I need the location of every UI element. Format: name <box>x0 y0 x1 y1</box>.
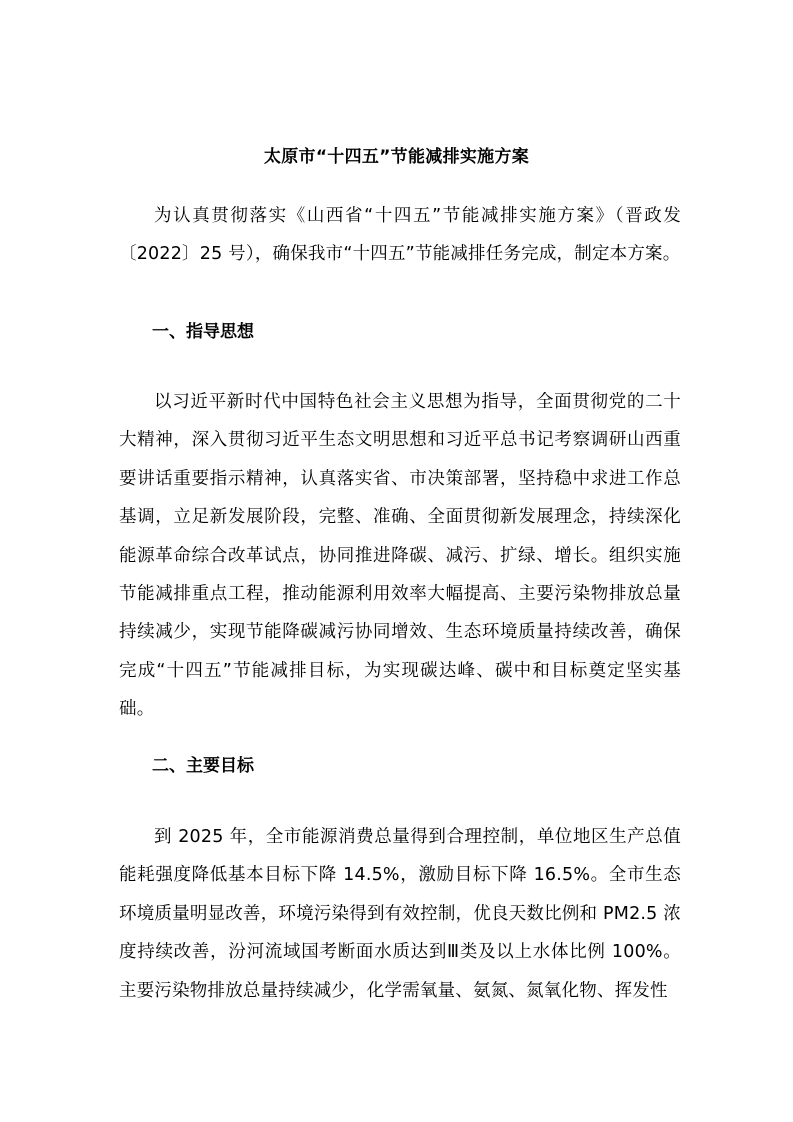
intro-paragraph: 为认真贯彻落实《山西省“十四五”节能减排实施方案》（晋政发〔2022〕25 号），确保我市“十四五”节能减排任务完成，制定本方案。 <box>119 206 681 265</box>
section-heading-main-goals: 二、主要目标 <box>152 756 254 776</box>
section-body-guiding-ideology: 以习近平新时代中国特色社会主义思想为指导，全面贯彻党的二十大精神，深入贯彻习近平生态文明思想和习近平总书记考察调研山西重要讲话重要指示精神，认真落实省、市决策部署，坚持稳中求进工作总基调，立足新发展阶段，完整、准确、全面贯彻新发展理念，持续深化能源革命综合改革试点，协同推进降碳、减污、扩绿、增长。组织实施节能减排重点工程，推动能源利用效率大幅提高、主要污染物排放总量持续减少，实现节能降碳减污协同增效、生态环境质量持续改善，确保完成“十四五”节能减排目标，为实现碳达峰、碳中和目标奠定坚实基础。 <box>119 392 681 720</box>
section-heading-guiding-ideology: 一、指导思想 <box>152 322 254 342</box>
document-title: 太原市“十四五”节能减排实施方案 <box>263 147 530 168</box>
section-body-main-goals: 到 2025 年，全市能源消费总量得到合理控制，单位地区生产总值能耗强度降低基本目标下降 14.5%，激励目标下降 16.5%。全市生态环境质量明显改善，环境污染得到有效控制，优良天数比例和 PM2.5 浓度持续改善，汾河流域国考断面水质达到Ⅲ类及以上水体比例 100%。主要污染物排放总量持续减少，化学需氧量、氨氮、氮氧化物、挥发性 <box>119 827 681 1001</box>
